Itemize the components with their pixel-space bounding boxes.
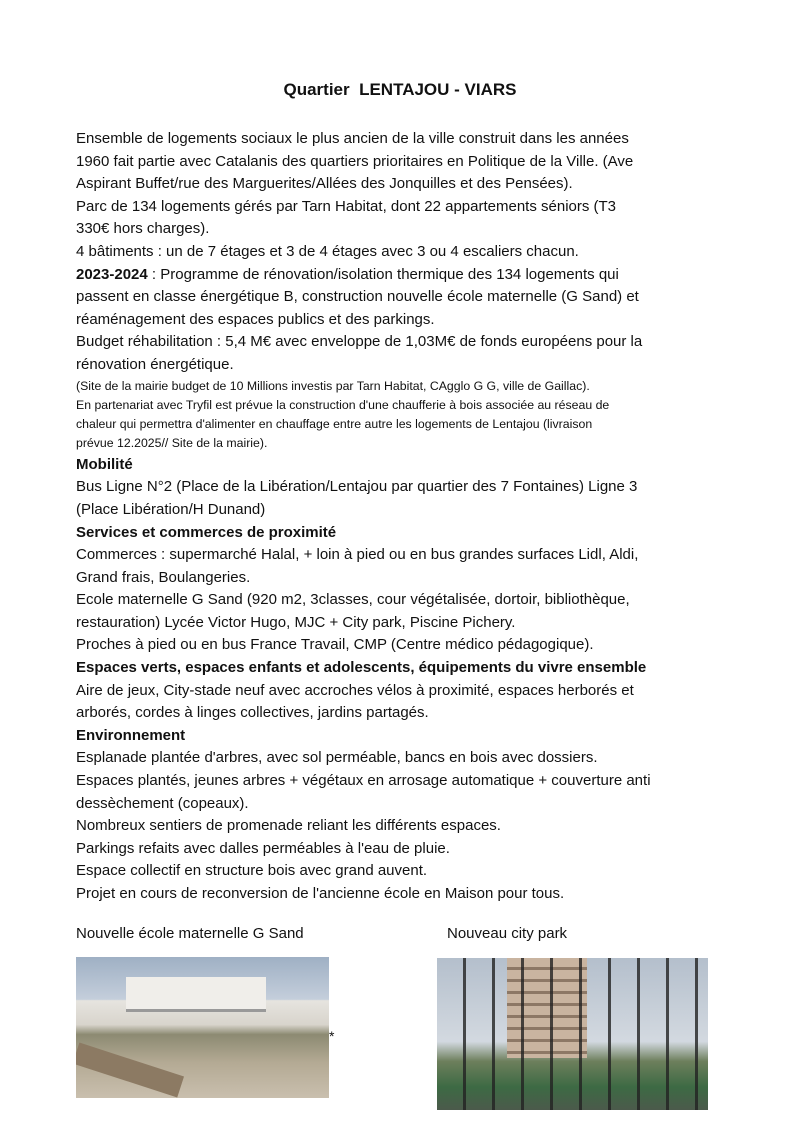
note-line: prévue 12.2025// Site de la mairie). (76, 436, 268, 451)
text-line: Ensemble de logements sociaux le plus ancien de la ville construit dans les années (76, 130, 629, 147)
text-line: Projet en cours de reconversion de l'ancienne école en Maison pour tous. (76, 885, 565, 902)
text-line: (Place Libération/H Dunand) (76, 500, 266, 518)
text-line: Budget réhabilitation : 5,4 M€ avec enveloppe de 1,03M€ de fonds européens pour la (76, 333, 643, 351)
school-building (126, 977, 266, 1012)
text-line: Bus Ligne N°2 (Place de la Libération/Lentajou par quartier des 7 Fontaines) Ligne 3 (76, 478, 638, 496)
school-photo (76, 957, 329, 1098)
text-line: : Programme de rénovation/isolation thermique des 134 logements qui (147, 265, 619, 283)
city-park-photo (437, 958, 708, 1110)
caption-city-park-photo: Nouveau city park (447, 925, 568, 942)
section-mobilite (76, 454, 736, 522)
text-line: 330€ hors charges). (76, 220, 210, 238)
section-espaces-verts (76, 657, 736, 725)
text-line: Esplanade plantée d'arbres, avec sol perméable, bancs en bois avec dossiers. (76, 749, 598, 767)
program-first-line (76, 264, 736, 287)
note-line: (Site de la mairie budget de 10 Millions investis par Tarn Habitat, CAgglo G G, ville de Gaillac). (76, 378, 590, 393)
text-line: réaménagement des espaces publics et des parkings. (76, 310, 435, 328)
text-line: Grand frais, Boulangeries. (76, 568, 251, 586)
text-line: Parkings refaits avec dalles perméables à l'eau de pluie. (76, 839, 450, 857)
text-line: rénovation énergétique. (76, 355, 234, 373)
text-line: dessèchement (copeaux). (76, 794, 249, 812)
asterisk: * (329, 1028, 335, 1044)
notes-paragraph (76, 377, 736, 454)
section-heading: Environnement (76, 726, 186, 744)
text-line: Aspirant Buffet/rue des Marguerites/Allées des Jonquilles et des Pensées). (76, 175, 573, 193)
section-heading: Mobilité (76, 455, 133, 473)
text-line: arborés, cordes à linges collectives, jardins partagés. (76, 704, 429, 722)
text-line: Proches à pied ou en bus France Travail, CMP (Centre médico pédagogique). (76, 636, 594, 654)
program-years: 2023-2024 (76, 265, 148, 283)
text-line: Espace collectif en structure bois avec grand auvent. (76, 862, 428, 880)
note-line: chaleur qui permettra d'alimenter en chauffage entre autre les logements de Lentajou (livraison (76, 417, 593, 432)
text-line: Ecole maternelle G Sand (920 m2, 3classes, cour végétalisée, dortoir, bibliothèque, (76, 591, 630, 609)
text-line: restauration) Lycée Victor Hugo, MJC + City park, Piscine Pichery. (76, 613, 516, 631)
text-line: Nombreux sentiers de promenade reliant les différents espaces. (76, 817, 501, 835)
wooden-bench (76, 1043, 184, 1098)
text-line: Espaces plantés, jeunes arbres + végétaux en arrosage automatique + couverture anti (76, 772, 651, 790)
program-paragraph (76, 264, 736, 377)
text-line: 1960 fait partie avec Catalanis des quartiers prioritaires en Politique de la Ville. (Ave (76, 152, 634, 170)
text-line: passent en classe énergétique B, construction nouvelle école maternelle (G Sand) et (76, 288, 639, 306)
text-line: Commerces : supermarché Halal, + loin à pied ou en bus grandes surfaces Lidl, Aldi, (76, 546, 639, 564)
intro-paragraph (76, 128, 736, 264)
fence (437, 958, 708, 1110)
caption-school-photo: Nouvelle école maternelle G Sand (76, 925, 304, 942)
section-environnement (76, 725, 736, 906)
text-line: Aire de jeux, City-stade neuf avec accroches vélos à proximité, espaces herborés et (76, 681, 634, 699)
section-heading: Espaces verts, espaces enfants et adolescents, équipements du vivre ensemble (76, 659, 647, 677)
text-line: Parc de 134 logements gérés par Tarn Habitat, dont 22 appartements séniors (T3 (76, 197, 617, 215)
text-line: 4 bâtiments : un de 7 étages et 3 de 4 étages avec 3 ou 4 escaliers chacun. (76, 242, 579, 260)
document-body (76, 128, 736, 906)
section-services (76, 522, 736, 658)
note-line: En partenariat avec Tryfil est prévue la construction d'une chaufferie à bois associée au réseau de (76, 397, 610, 412)
page-title: Quartier LENTAJOU - VIARS (283, 80, 517, 99)
section-heading: Services et commerces de proximité (76, 523, 337, 541)
